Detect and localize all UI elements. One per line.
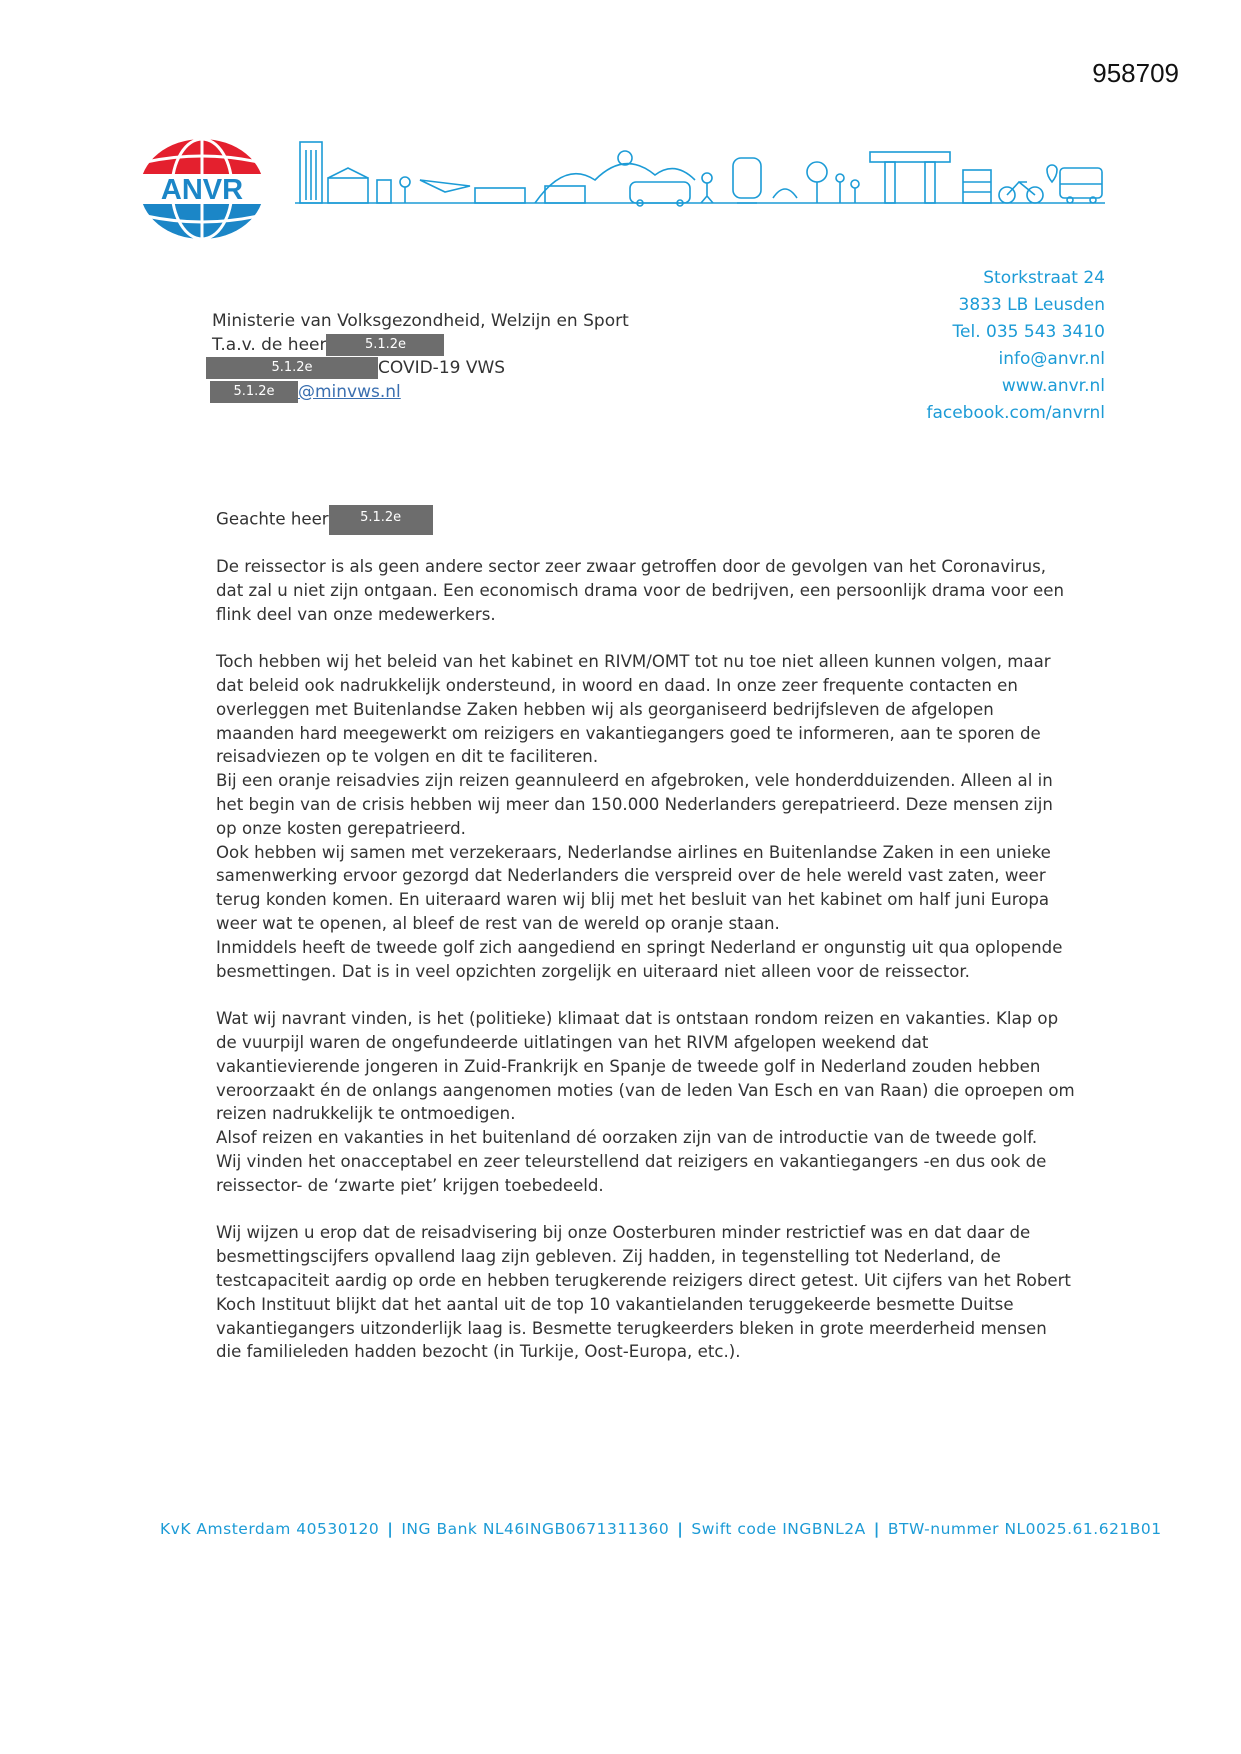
travel-skyline-illustration <box>295 140 1105 210</box>
department-suffix: COVID-19 VWS <box>378 358 506 378</box>
sender-street: Storkstraat 24 <box>983 268 1105 288</box>
recipient-attention-line <box>212 334 629 358</box>
salutation-text: Geachte heer <box>216 509 329 529</box>
anvr-logo <box>138 138 266 240</box>
redaction-box: 5.1.2e <box>210 381 298 403</box>
footer-swift: Swift code INGBNL2A <box>691 1520 866 1538</box>
footer-company-details <box>160 1520 1162 1538</box>
sender-website[interactable]: www.anvr.nl <box>1001 376 1105 396</box>
redaction-box: 5.1.2e <box>206 357 378 379</box>
sender-phone: Tel. 035 543 3410 <box>952 322 1105 342</box>
logo-text: ANVR <box>160 174 244 206</box>
paragraph: Wat wij navrant vinden, is het (politieke) klimaat dat is ontstaan rondom reizen en vakanties. Klap op de vuurpijl waren de ongefundeerde uitlatingen van het RIVM afgelopen weekend dat vakantievierende jongeren in Zuid-Frankrijk en Spanje de tweede golf in Nederland zouden hebben veroorzaakt én de onlangs aangenomen moties (van de leden Van Esch en van Raan) die oproepen om reizen nadrukkelijk te ontmoedigen. Alsof reizen en vakanties in het buitenland dé oorzaken zijn van de introductie van de tweede golf. Wij vinden het onacceptabel en zeer teleurstellend dat reizigers en vakantiegangers -en dus ook de reissector- de ‘zwarte piet’ krijgen toebedeeld. <box>216 1009 1075 1195</box>
redaction-box: 5.1.2e <box>329 505 433 535</box>
recipient-ministry: Ministerie van Volksgezondheid, Welzijn en Sport <box>212 311 629 331</box>
paragraph: Toch hebben wij het beleid van het kabinet en RIVM/OMT tot nu toe niet alleen kunnen volgen, maar dat beleid ook nadrukkelijk ondersteund, in woord en daad. In onze zeer frequente contacten en overleggen met Buitenlandse Zaken hebben wij als georganiseerd bedrijfsleven de afgelopen maanden hard meegewerkt om reizigers en vakantiegangers goed te informeren, aan te sporen de reisadviezen op te volgen en dit te faciliteren. Bij een oranje reisadvies zijn reizen geannuleerd en afgebroken, vele honderdduizenden. Alleen al in het begin van de crisis hebben wij meer dan 150.000 Nederlanders gerepatrieerd. Deze mensen zijn op onze kosten gerepatrieerd. Ook hebben wij samen met verzekeraars, Nederlandse airlines en Buitenlandse Zaken in een unieke samenwerking ervoor gezorgd dat Nederlanders die verspreid over de hele wereld vast zaten, weer terug konden komen. En uiteraard waren wij blij met het besluit van het kabinet om half juni Europa weer wat te openen, al bleef de rest van de wereld op oranje staan. Inmiddels heeft de tweede golf zich aangediend en springt Nederland er ongunstig uit qua oplopende besmettingen. Dat is in veel opzichten zorgelijk en uiteraard niet alleen voor de reissector. <box>216 652 1063 981</box>
footer-kvk: KvK Amsterdam 40530120 <box>160 1520 380 1538</box>
recipient-address-block <box>212 310 629 404</box>
footer-separator: | <box>873 1520 880 1538</box>
sender-email[interactable]: info@anvr.nl <box>998 349 1105 369</box>
paragraph: De reissector is als geen andere sector zeer zwaar getroffen door de gevolgen van het Coronavirus, dat zal u niet zijn ontgaan. Een economisch drama voor de bedrijven, een persoonlijk drama voor een flink deel van onze medewerkers. <box>216 557 1064 624</box>
paragraph: Wij wijzen u erop dat de reisadvisering bij onze Oosterburen minder restrictief was en dat daar de besmettingscijfers opvallend laag zijn gebleven. Zij hadden, in tegenstelling tot Nederland, de testcapaciteit aardig op orde en hebben terugkerende reizigers direct getest. Uit cijfers van het Robert Koch Instituut blijkt dat het aantal uit de top 10 vakantielanden teruggekeerde besmette Duitse vakantiegangers uitzonderlijk laag is. Besmette terugkeerders bleken in grote meerderheid mensen die familieleden hadden bezocht (in Turkije, Oost-Europa, etc.). <box>216 1223 1071 1362</box>
sender-postcode-city: 3833 LB Leusden <box>958 295 1105 315</box>
letter-body <box>216 505 1076 1388</box>
sender-facebook[interactable]: facebook.com/anvrnl <box>926 403 1105 423</box>
footer-separator: | <box>677 1520 684 1538</box>
redaction-box: 5.1.2e <box>326 334 444 356</box>
recipient-email-link[interactable]: @minvws.nl <box>298 381 401 402</box>
sender-address-block <box>926 265 1105 427</box>
footer-bank: ING Bank NL46INGB0671311360 <box>401 1520 670 1538</box>
salutation <box>216 505 1076 535</box>
document-number: 958709 <box>1092 58 1179 88</box>
attention-prefix: T.a.v. de heer <box>212 334 327 355</box>
recipient-email-line <box>210 381 629 405</box>
footer-vat: BTW-nummer NL0025.61.621B01 <box>887 1520 1162 1538</box>
recipient-department-line <box>206 357 629 381</box>
footer-separator: | <box>387 1520 394 1538</box>
